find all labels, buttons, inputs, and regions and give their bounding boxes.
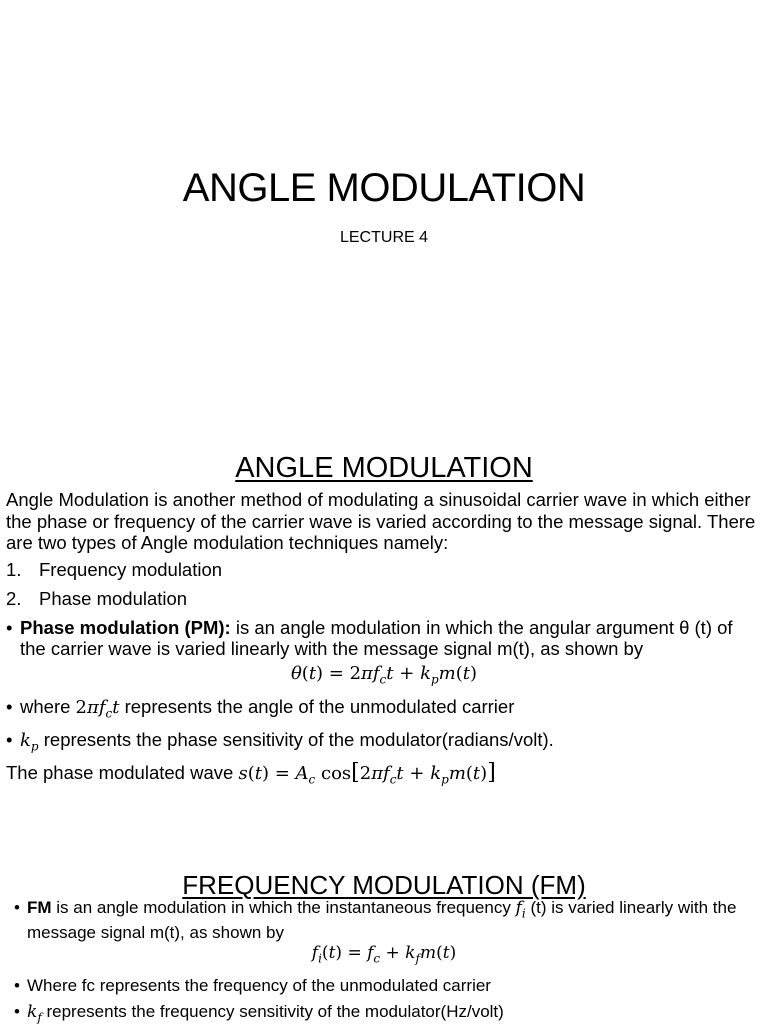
angle-modulation-slide (0, 432, 768, 856)
where-suffix: represents the angle of the unmodulated carrier (119, 695, 515, 717)
bullet-icon: • (6, 695, 13, 717)
slide-title: ANGLE MODULATION (182, 166, 586, 210)
bullet-icon: • (6, 728, 13, 750)
list-item (6, 559, 762, 584)
slide-heading: FREQUENCY MODULATION (FM) (182, 870, 586, 900)
fm-equation-rendered: $f_i(t) = f_c + k_fm(t)$ (311, 943, 457, 966)
list-item (6, 588, 762, 613)
bullet-icon: • (14, 975, 20, 995)
pm-definition-bullet (6, 617, 762, 660)
slide-subtitle: LECTURE 4 (339, 229, 429, 246)
pm-wave-math: $s(t) = A_c$ $\cos[2\pi f_ct + k_pm(t)]$ (238, 759, 496, 787)
kp-suffix: represents the phase sensitivity of the modulator(radians/volt). (38, 728, 554, 750)
pm-wave-prefix: The phase modulated wave (6, 761, 239, 783)
kf-math: $k_f$ (27, 1001, 42, 1024)
list-text: Phase modulation (39, 587, 188, 609)
pm-label: Phase modulation (PM): (20, 616, 231, 638)
list-number: 2. (6, 587, 22, 609)
fm-equation (14, 943, 754, 968)
where-fc-text: Where fc represents the frequency of the unmodulated carrier (27, 975, 491, 995)
kf-suffix: represents the frequency sensitivity of the modulator(Hz/volt) (41, 1001, 504, 1021)
bullet-icon: • (14, 1001, 20, 1021)
slide-body (14, 898, 754, 1024)
bullet-icon: • (14, 898, 20, 917)
title-slide (0, 0, 768, 432)
kp-math: $k_p$ (20, 729, 39, 754)
pm-equation (6, 663, 762, 691)
where-bullet (6, 696, 762, 725)
pm-text: is an angle modulation in which the angular argument θ (t) of the carrier wave is varied linearly with the message signal m(t), as shown by (20, 616, 733, 659)
carrier-angle-math: $2\pi f_ct$ (75, 696, 120, 721)
fm-label: FM (27, 898, 52, 917)
list-number: 1. (6, 558, 22, 580)
list-text: Frequency modulation (39, 558, 223, 580)
where-prefix: where (20, 695, 76, 717)
slide-heading: ANGLE MODULATION (235, 452, 533, 484)
where-fc-bullet (14, 976, 754, 996)
fi-math: $f_i$ (515, 898, 526, 921)
intro-paragraph: Angle Modulation is another method of modulating a sinusoidal carrier wave in which either the phase or frequency of the carrier wave is varied according to the message signal. There are two types of Angle modulation techniques namely: (6, 489, 756, 553)
kp-bullet (6, 729, 762, 758)
pm-equation-rendered: $\theta(t) = 2\pi f_ct + k_pm(t)$ (290, 662, 478, 687)
kf-bullet (14, 1002, 754, 1024)
bullet-icon: • (6, 616, 13, 638)
fm-text-a: is an angle modulation in which the instantaneous frequency (51, 898, 516, 917)
fm-text-b: (t) is varied linearly with the message signal m(t), as shown by (27, 898, 737, 943)
pm-wave-line (6, 759, 762, 791)
frequency-modulation-slide (0, 856, 768, 1024)
fm-definition-bullet (14, 898, 754, 943)
slide-body (6, 489, 762, 791)
